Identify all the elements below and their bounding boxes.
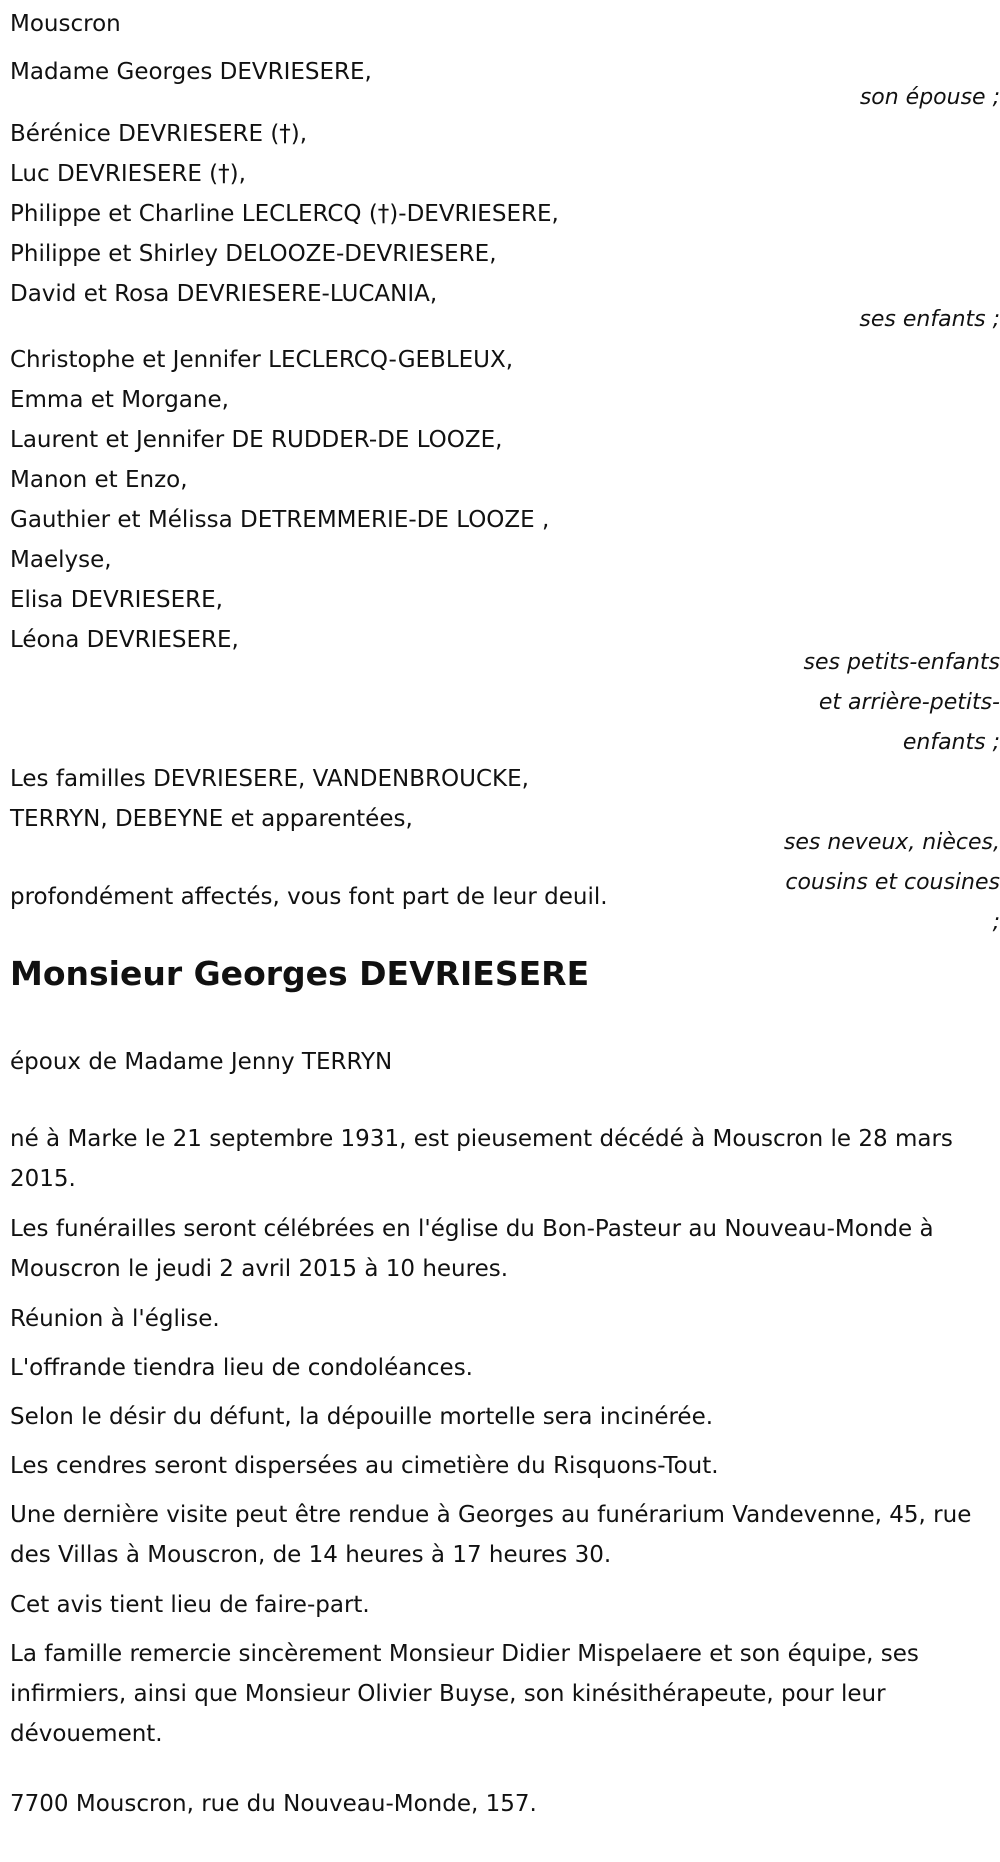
child-name: Philippe et Shirley DELOOZE-DEVRIESERE, xyxy=(10,241,497,267)
visit-paragraph: Une dernière visite peut être rendue à Georges au funérarium Vandevenne, 45, rue des Villas à Mouscron, de 14 heures à 17 heures 30. xyxy=(10,1502,972,1568)
condolences-paragraph: L'offrande tiendra lieu de condoléances. xyxy=(10,1355,473,1381)
grandchild-name: Manon et Enzo, xyxy=(10,467,188,493)
closing-intro: profondément affectés, vous font part de leur deuil. xyxy=(10,884,608,910)
grandchild-name: Christophe et Jennifer LECLERCQ-GEBLEUX, xyxy=(10,347,514,373)
child-name: Bérénice DEVRIESERE (†), xyxy=(10,121,308,147)
families-role-line: ses neveux, nièces, xyxy=(783,830,1000,855)
deceased-spouse-line: époux de Madame Jenny TERRYN xyxy=(10,1049,393,1075)
grandchild-name: Elisa DEVRIESERE, xyxy=(10,587,223,613)
grandchild-name: Léona DEVRIESERE, xyxy=(10,627,239,653)
spouse-role: son épouse ; xyxy=(859,85,1000,110)
thanks-paragraph: La famille remercie sincèrement Monsieur Didier Mispelaere et son équipe, ses infirmiers, ainsi que Monsieur Olivier Buyse, son kinésithérapeute, pour leur dévouement. xyxy=(10,1641,919,1747)
grandchildren-role-line: et arrière-petits- xyxy=(818,690,1000,715)
child-name: Philippe et Charline LECLERCQ (†)-DEVRIESERE, xyxy=(10,201,559,227)
cremation-paragraph: Selon le désir du défunt, la dépouille mortelle sera incinérée. xyxy=(10,1404,714,1430)
funeral-paragraph: Les funérailles seront célébrées en l'église du Bon-Pasteur au Nouveau-Monde à Mouscron le jeudi 2 avril 2015 à 10 heures. xyxy=(10,1216,934,1282)
grandchildren-role-line: ses petits-enfants xyxy=(803,650,1000,675)
town-heading: Mouscron xyxy=(10,11,121,37)
families-role-line: cousins et cousines xyxy=(785,870,1000,895)
grandchild-name: Gauthier et Mélissa DETREMMERIE-DE LOOZE , xyxy=(10,507,550,533)
child-name: David et Rosa DEVRIESERE-LUCANIA, xyxy=(10,281,438,307)
birth-death-paragraph: né à Marke le 21 septembre 1931, est pieusement décédé à Mouscron le 28 mars 2015. xyxy=(10,1126,953,1192)
families-role-line: ; xyxy=(992,910,1000,935)
family-name: Les familles DEVRIESERE, VANDENBROUCKE, xyxy=(10,766,529,792)
grandchild-name: Emma et Morgane, xyxy=(10,387,229,413)
child-name: Luc DEVRIESERE (†), xyxy=(10,161,246,187)
gathering-paragraph: Réunion à l'église. xyxy=(10,1306,220,1332)
children-role: ses enfants ; xyxy=(859,307,1000,332)
family-name: TERRYN, DEBEYNE et apparentées, xyxy=(10,806,413,832)
ashes-paragraph: Les cendres seront dispersées au cimetière du Risquons-Tout. xyxy=(10,1453,719,1479)
grandchild-name: Maelyse, xyxy=(10,547,112,573)
deceased-name: Monsieur Georges DEVRIESERE xyxy=(10,954,590,993)
address-line: 7700 Mouscron, rue du Nouveau-Monde, 157. xyxy=(10,1791,537,1817)
grandchild-name: Laurent et Jennifer DE RUDDER-DE LOOZE, xyxy=(10,427,503,453)
grandchildren-role-line: enfants ; xyxy=(902,730,1000,755)
spouse-name: Madame Georges DEVRIESERE, xyxy=(10,59,372,85)
announcement-paragraph: Cet avis tient lieu de faire-part. xyxy=(10,1592,370,1618)
